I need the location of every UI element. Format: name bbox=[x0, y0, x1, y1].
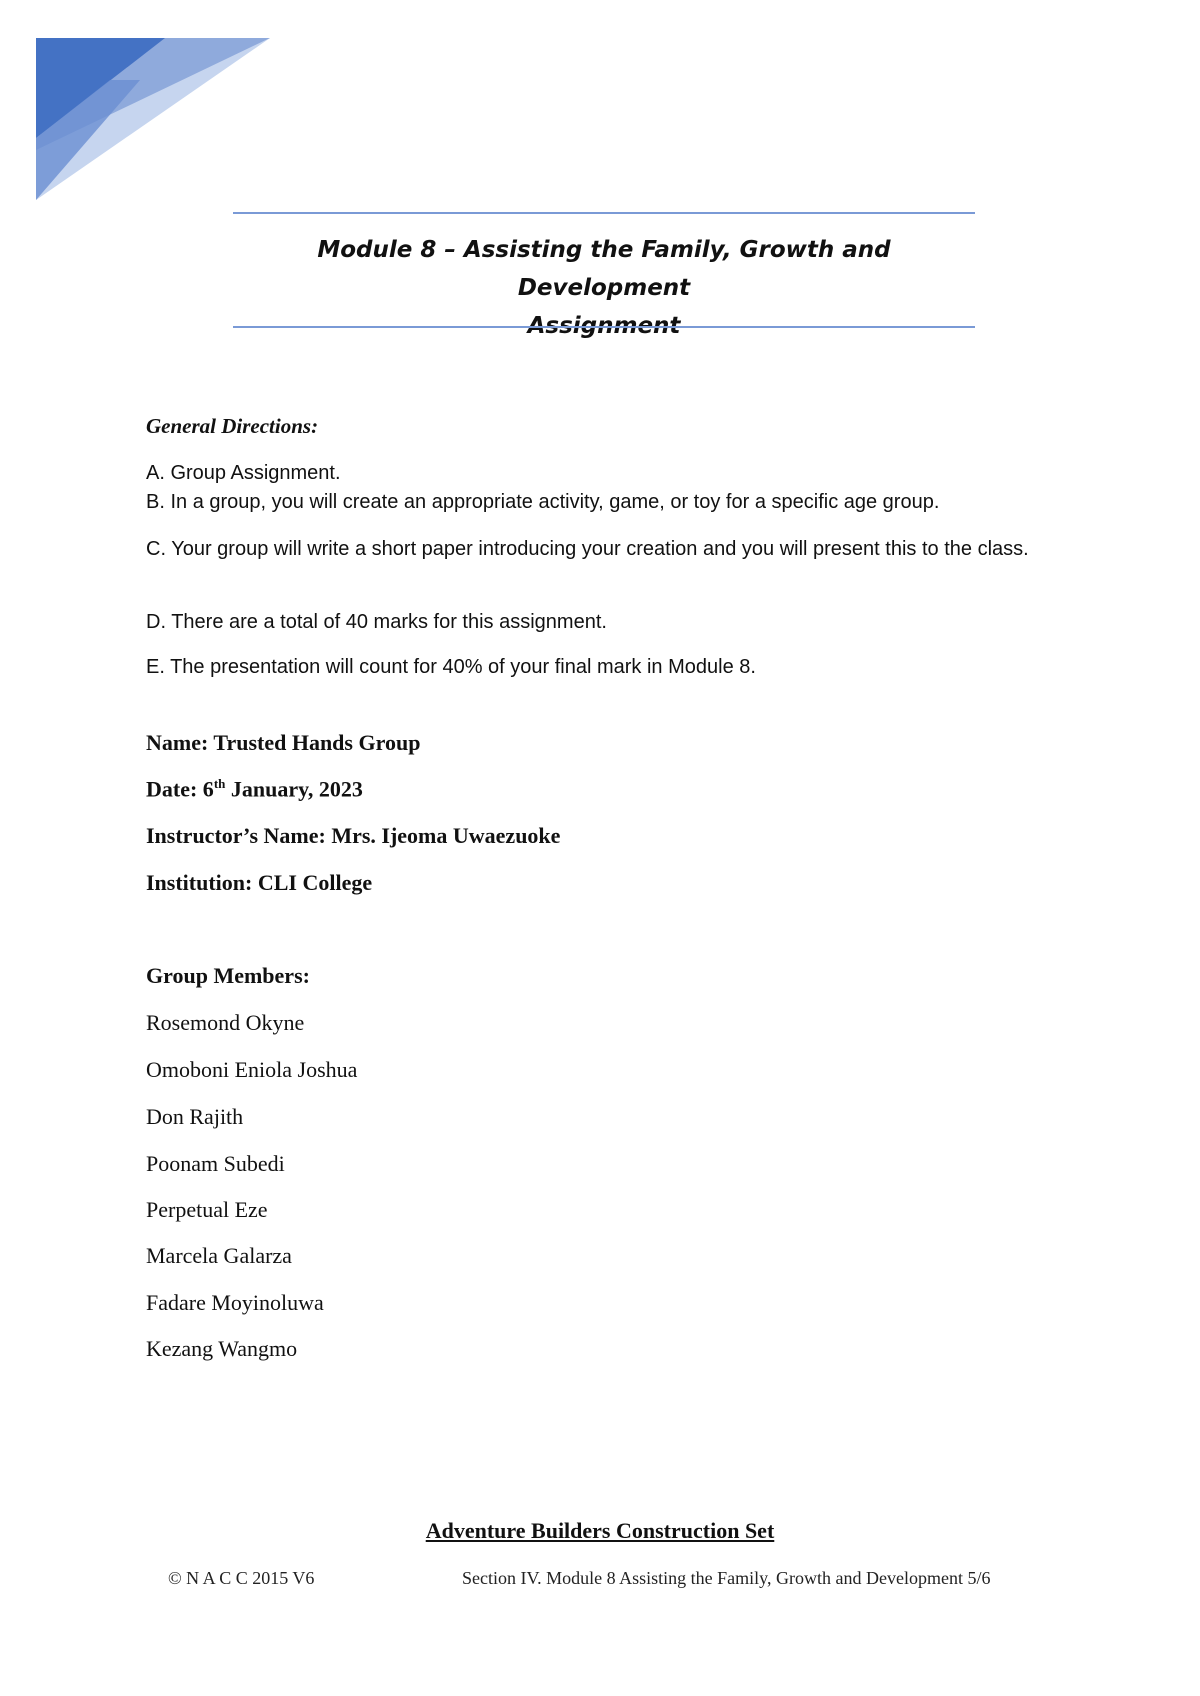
member-6: Marcela Galarza bbox=[146, 1243, 292, 1268]
group-name: Name: Trusted Hands Group bbox=[146, 730, 421, 755]
date-prefix: Date: 6 bbox=[146, 776, 214, 802]
date bbox=[146, 776, 363, 802]
direction-e: E. The presentation will count for 40% of your final mark in Module 8. bbox=[146, 656, 756, 678]
directions-heading: General Directions: bbox=[146, 414, 319, 438]
institution: Institution: CLI College bbox=[146, 870, 373, 895]
direction-c: C. Your group will write a short paper introducing your creation and you will present this to the class. bbox=[146, 538, 1029, 560]
member-3: Don Rajith bbox=[146, 1104, 244, 1129]
title-top-rule bbox=[233, 212, 975, 214]
footer-title: Adventure Builders Construction Set bbox=[425, 1518, 775, 1543]
footer-copyright: © N A C C 2015 V6 bbox=[168, 1568, 315, 1588]
member-1: Rosemond Okyne bbox=[146, 1010, 305, 1035]
member-4: Poonam Subedi bbox=[146, 1151, 285, 1176]
footer-section: Section IV. Module 8 Assisting the Family, Growth and Development 5/6 bbox=[462, 1568, 991, 1588]
title-line-1: Module 8 – Assisting the Family, Growth and Development bbox=[317, 237, 891, 301]
instructor-name: Instructor’s Name: Mrs. Ijeoma Uwaezuoke bbox=[146, 823, 561, 848]
title-line-2: Assignment bbox=[527, 313, 681, 339]
date-suffix: January, 2023 bbox=[225, 776, 363, 802]
group-members-heading: Group Members: bbox=[146, 963, 310, 988]
member-5: Perpetual Eze bbox=[146, 1197, 268, 1222]
direction-a: A. Group Assignment. bbox=[146, 462, 341, 484]
member-8: Kezang Wangmo bbox=[146, 1336, 298, 1361]
member-7: Fadare Moyinoluwa bbox=[146, 1290, 324, 1315]
corner-decoration bbox=[0, 0, 300, 220]
direction-b: B. In a group, you will create an appropriate activity, game, or toy for a specific age group. bbox=[146, 491, 940, 513]
title-bottom-rule bbox=[233, 326, 975, 328]
direction-d: D. There are a total of 40 marks for this assignment. bbox=[146, 611, 607, 633]
member-2: Omoboni Eniola Joshua bbox=[146, 1057, 358, 1082]
date-ordinal: th bbox=[213, 776, 226, 791]
